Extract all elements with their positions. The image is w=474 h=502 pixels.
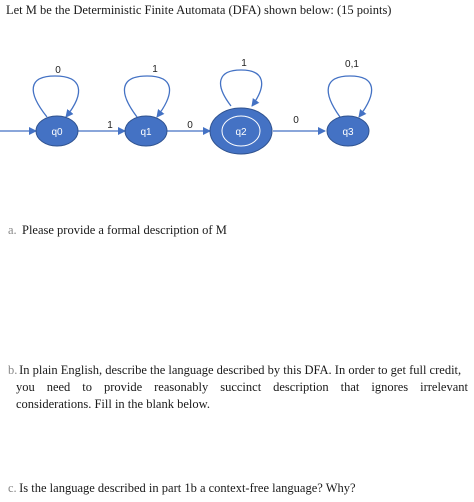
state-q3: [327, 116, 369, 146]
question-a: [8, 222, 227, 239]
self-loop-q3: [328, 76, 371, 117]
self-loop-q0: [33, 76, 78, 117]
question-a-text: Please provide a formal description of M: [22, 223, 227, 237]
dfa-diagram: [0, 50, 474, 180]
state-q1-label: q1: [140, 127, 152, 138]
problem-intro: Let M be the Deterministic Finite Automata (DFA) shown below: (15 points): [6, 3, 392, 17]
question-b-line1: b. In plain English, describe the language described by this DFA. In order to get full credit,: [8, 363, 462, 377]
label-q1-q1: 1: [152, 64, 158, 75]
state-q0: [36, 116, 78, 146]
question-c-text: Is the language described in part 1b a context-free language? Why?: [19, 481, 356, 495]
question-b-line2: you need to provide reasonably succinct description that ignores irrelevant: [16, 380, 468, 394]
question-c: [8, 480, 356, 497]
question-c-marker: c.: [8, 481, 17, 495]
self-loop-q2: [221, 70, 262, 106]
label-q1-q2: 0: [187, 120, 193, 131]
state-q2-label: q2: [235, 127, 247, 138]
question-b-line3: considerations. Fill in the blank below.: [16, 397, 210, 411]
state-q2: [210, 108, 272, 154]
label-q3-q3: 0,1: [345, 59, 359, 70]
question-b-marker: b.: [8, 363, 18, 377]
question-b: [8, 362, 468, 413]
label-q0-q0: 0: [55, 65, 61, 76]
self-loop-q1: [124, 76, 169, 117]
label-q2-q3: 0: [293, 115, 299, 126]
state-q1: [125, 116, 167, 146]
question-a-marker: a.: [8, 223, 17, 237]
state-q0-label: q0: [51, 127, 63, 138]
state-q3-label: q3: [342, 127, 354, 138]
label-q2-q2: 1: [241, 58, 247, 69]
label-q0-q1: 1: [107, 120, 113, 131]
